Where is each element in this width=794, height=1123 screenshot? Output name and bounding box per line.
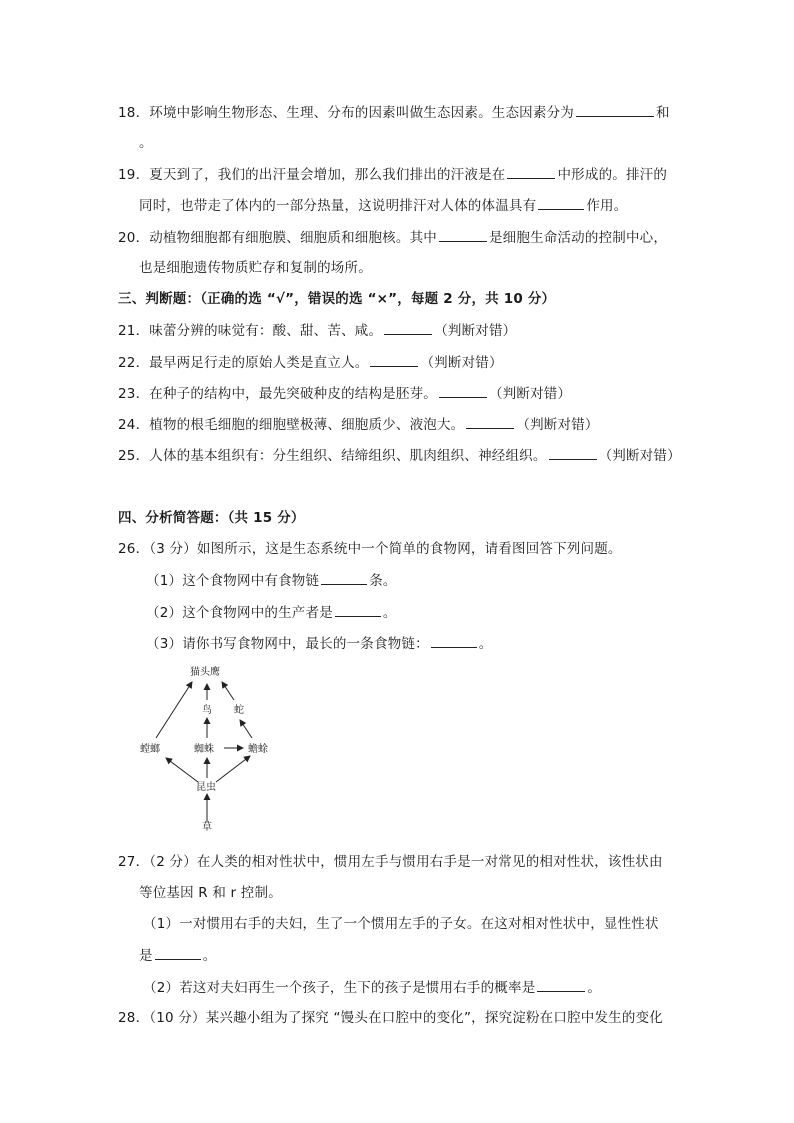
node-mantis: 螳螂: [140, 744, 160, 755]
q20-text: 也是细胞遗传物质贮存和复制的场所。: [139, 260, 372, 276]
answer-blank[interactable]: [335, 602, 381, 617]
q24-text: 24．植物的根毛细胞的细胞壁极薄、细胞质少、液泡大。: [118, 417, 465, 433]
question-26-stem: 26．（3 分）如图所示，这是生态系统中一个简单的食物网，请看图回答下列问题。: [118, 541, 622, 557]
answer-blank[interactable]: [537, 977, 585, 992]
section-4-heading: 四、分析简答题：（共 15 分）: [118, 510, 305, 526]
question-18-line-1: [118, 102, 670, 123]
node-spider: 蜘蛛: [194, 744, 214, 755]
answer-blank[interactable]: [370, 352, 418, 367]
answer-blank[interactable]: [538, 195, 584, 210]
answer-blank[interactable]: [384, 320, 432, 335]
question-21: [118, 320, 516, 341]
question-27-part-2: [143, 977, 601, 998]
answer-blank[interactable]: [431, 633, 477, 648]
question-20-line-1: [118, 227, 667, 248]
judge-hint: （判断对错）: [598, 448, 681, 464]
question-27-stem-2: 等位基因 R 和 r 控制。: [139, 885, 282, 901]
question-27-stem-1: 27．（2 分）在人类的相对性状中，惯用左手与惯用右手是一对常见的相对性状，该性状由: [118, 854, 663, 870]
q18-tail: 和: [655, 105, 670, 121]
arrow-frog-snake: [240, 720, 252, 738]
q26-text: 。: [382, 605, 397, 621]
q26-text: 。: [478, 636, 493, 652]
question-26-part-1: [146, 570, 397, 591]
q18-text-2: 。: [139, 135, 153, 151]
judge-hint: （判断对错）: [488, 386, 572, 402]
section-3-heading: 三、判断题：（正确的选 “√”，错误的选 “×”，每题 2 分，共 10 分）: [118, 291, 556, 307]
answer-blank[interactable]: [439, 383, 487, 398]
node-bird: 鸟: [202, 705, 212, 716]
q19-text: 同时，也带走了体内的一部分热量，这说明排汗对人体的体温具有: [139, 198, 537, 214]
question-19-line-1: [118, 164, 667, 185]
q27-text: 。: [202, 948, 217, 964]
q20-text: 20．动植物细胞都有细胞膜、细胞质和细胞核。其中: [118, 230, 437, 246]
q26-text: 条。: [369, 573, 397, 589]
q19-text: 作用。: [586, 198, 628, 214]
question-26-part-2: [146, 602, 397, 623]
question-18-line-2: [139, 133, 153, 153]
q21-text: 21．味蕾分辨的味觉有：酸、甜、苦、咸。: [118, 323, 383, 339]
question-27-part-1: （1）一对惯用右手的夫妇，生了一个惯用左手的子女。在这对相对性状中，显性性状: [143, 916, 659, 932]
q26-text: （1）这个食物网中有食物链: [146, 573, 320, 589]
node-grass: 草: [202, 822, 212, 833]
judge-hint: （判断对错）: [516, 417, 599, 433]
food-web-diagram: [130, 658, 300, 836]
q19-text: 中形成的。排汗的: [557, 167, 668, 183]
answer-blank[interactable]: [439, 227, 487, 242]
answer-blank[interactable]: [576, 102, 654, 117]
q25-text: 25．人体的基本组织有：分生组织、结缔组织、肌肉组织、神经组织。: [118, 448, 547, 464]
q27-text: 是: [139, 948, 153, 964]
judge-hint: （判断对错）: [434, 323, 517, 339]
judge-hint: （判断对错）: [420, 355, 503, 371]
q26-text: （3）请你书写食物网中，最长的一条食物链：: [146, 636, 429, 652]
answer-blank[interactable]: [466, 414, 514, 429]
arrow-insect-mantis: [166, 758, 198, 782]
node-frog: 蟾蜍: [248, 744, 268, 755]
node-owl: 猫头鹰: [190, 667, 220, 678]
q19-text: 19．夏天到了，我们的出汗量会增加，那么我们排出的汗液是在: [118, 167, 506, 183]
arrow-mantis-owl: [156, 682, 192, 738]
q27-text: （2）若这对夫妇再生一个孩子，生下的孩子是惯用右手的概率是: [143, 980, 536, 996]
question-23: [118, 383, 571, 404]
answer-blank[interactable]: [321, 570, 367, 585]
question-27-part-1-cont: [139, 945, 216, 966]
q20-text: 是细胞生命活动的控制中心，: [488, 230, 668, 246]
node-snake: 蛇: [234, 705, 244, 716]
answer-blank[interactable]: [549, 445, 597, 460]
question-25: [118, 445, 681, 466]
question-28-line-1: 28．（10 分）某兴趣小组为了探究 “馒头在口腔中的变化”，探究淀粉在口腔中发生的变化: [118, 1010, 663, 1026]
node-insect: 昆虫: [196, 782, 216, 793]
question-22: [118, 352, 503, 373]
q26-text: （2）这个食物网中的生产者是: [146, 605, 333, 621]
q18-text: 18．环境中影响生物形态、生理、分布的因素叫做生态因素。生态因素分为: [118, 105, 574, 121]
answer-blank[interactable]: [155, 945, 201, 960]
question-24: [118, 414, 599, 435]
q22-text: 22．最早两足行走的原始人类是直立人。: [118, 355, 369, 371]
arrow-snake-owl: [222, 682, 234, 700]
question-26-part-3: [146, 633, 493, 654]
q27-text: 。: [587, 980, 602, 996]
question-19-line-2: [139, 195, 627, 216]
arrow-insect-frog: [216, 756, 250, 782]
q23-text: 23．在种子的结构中，最先突破种皮的结构是胚芽。: [118, 386, 437, 402]
question-20-line-2: [139, 258, 372, 278]
answer-blank[interactable]: [507, 164, 555, 179]
